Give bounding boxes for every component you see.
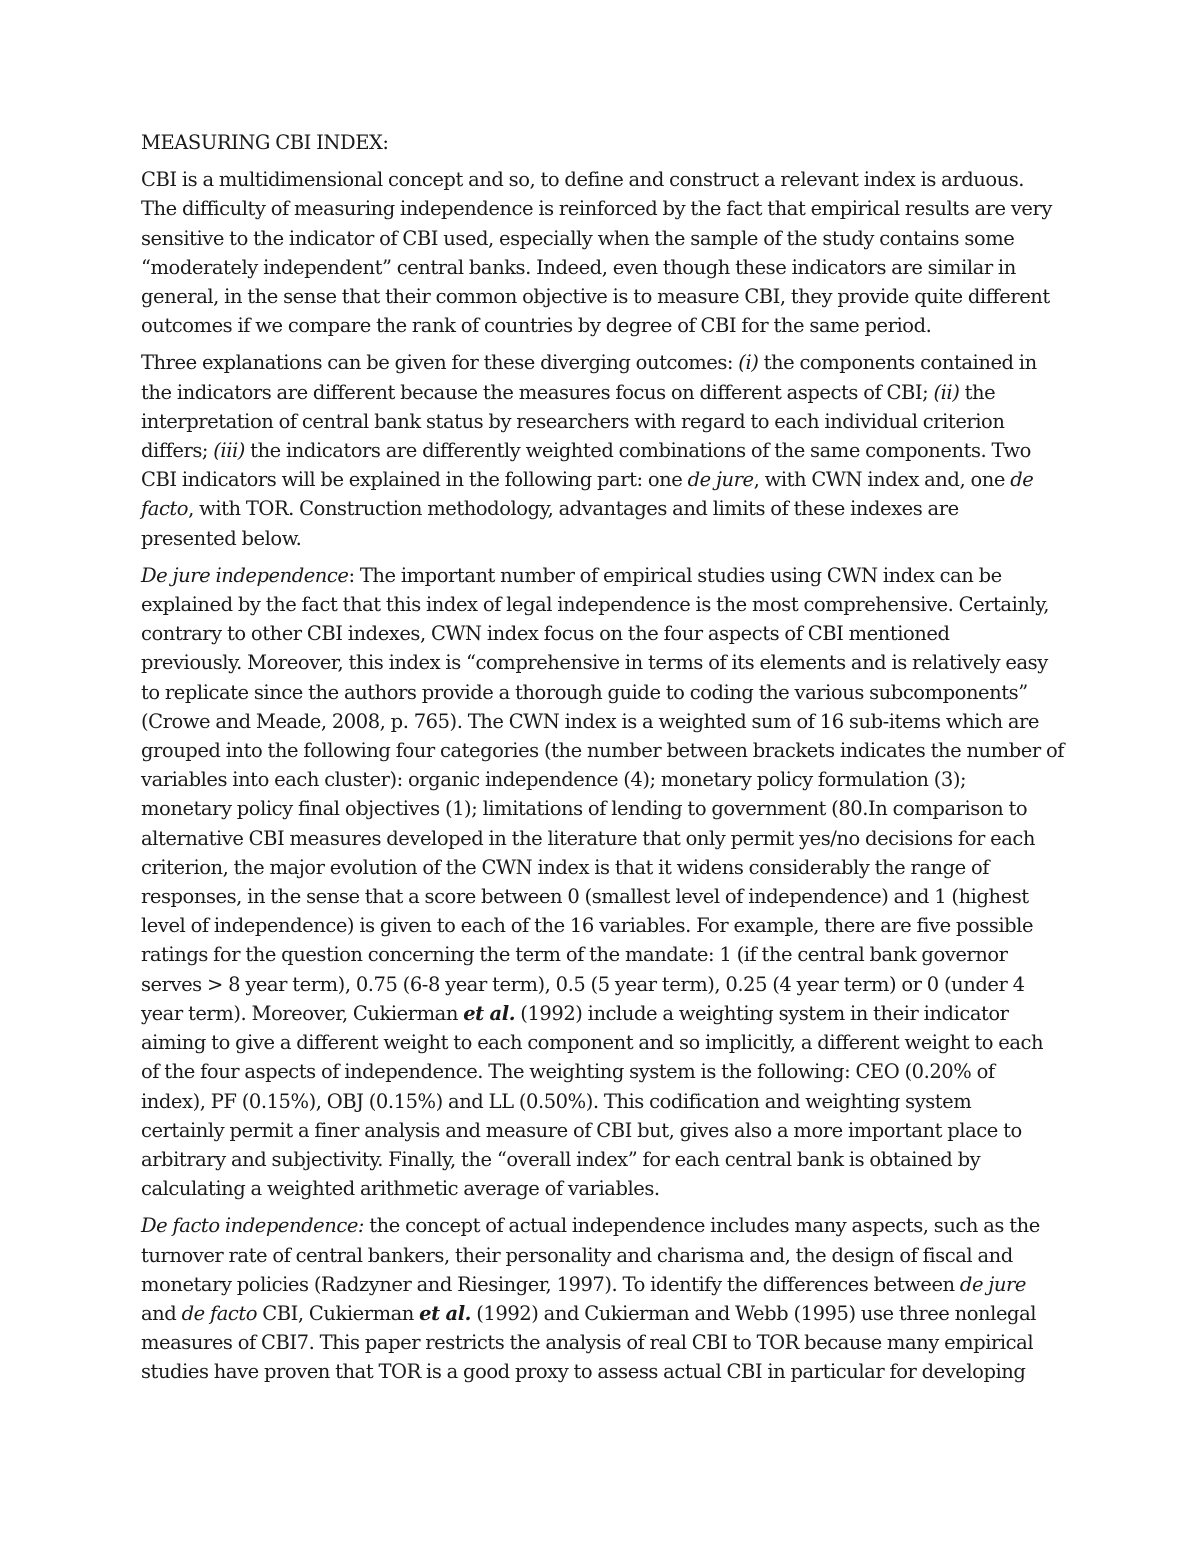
text-line: Three explanations can be given for these diverging outcomes: (i) the components contained in: [141, 351, 1037, 375]
text-line: grouped into the following four categories (the number between brackets indicates the number of: [141, 739, 1064, 763]
text-line: year term). Moreover, Cukierman et al. (1992) include a weighting system in their indicator: [141, 1001, 1009, 1025]
text-line: previously. Moreover, this index is “comprehensive in terms of its elements and is relatively easy: [141, 651, 1048, 675]
document-heading: MEASURING CBI INDEX:: [141, 131, 389, 154]
text-line: arbitrary and subjectivity. Finally, the “overall index” for each central bank is obtained by: [141, 1147, 981, 1171]
text-line: turnover rate of central bankers, their personality and charisma and, the design of fiscal and: [141, 1243, 1013, 1267]
text-line: level of independence) is given to each of the 16 variables. For example, there are five possible: [141, 914, 1034, 938]
section-label-de-facto: De facto independence:: [141, 1214, 365, 1238]
text-line: of the four aspects of independence. The weighting system is the following: CEO (0.20% of: [141, 1060, 995, 1084]
text-line: sensitive to the indicator of CBI used, especially when the sample of the study contains some: [141, 226, 1015, 250]
text-line: serves > 8 year term), 0.75 (6-8 year term), 0.5 (5 year term), 0.25 (4 year term) or 0 (under 4: [141, 972, 1025, 996]
text-line: aiming to give a different weight to each component and so implicitly, a different weight to each: [141, 1031, 1044, 1055]
text-line: CBI is a multidimensional concept and so, to define and construct a relevant index is arduous.: [141, 168, 1025, 192]
text-line: presented below.: [141, 526, 302, 550]
text-line: interpretation of central bank status by researchers with regard to each individual criterion: [141, 409, 1005, 433]
text-line: index), PF (0.15%), OBJ (0.15%) and LL (0.50%). This codification and weighting system: [141, 1089, 972, 1113]
text-line: De jure independence: The important number of empirical studies using CWN index can be: [141, 563, 1002, 587]
enum-ii: (ii): [933, 380, 960, 404]
text-line: to replicate since the authors provide a thorough guide to coding the various subcomponents”: [141, 680, 1028, 704]
text-line: studies have proven that TOR is a good proxy to assess actual CBI in particular for developing: [141, 1360, 1026, 1384]
text-line: CBI indicators will be explained in the following part: one de jure, with CWN index and, one de: [141, 468, 1034, 492]
text-line: contrary to other CBI indexes, CWN index focus on the four aspects of CBI mentioned: [141, 622, 950, 646]
text-line: outcomes if we compare the rank of countries by degree of CBI for the same period.: [141, 314, 932, 338]
text-line: and de facto CBI, Cukierman et al. (1992) and Cukierman and Webb (1995) use three nonlegal: [141, 1301, 1037, 1325]
paragraph-de-jure: [141, 561, 1064, 1203]
text-line: responses, in the sense that a score between 0 (smallest level of independence) and 1 (highest: [141, 885, 1029, 909]
text-line: ratings for the question concerning the term of the mandate: 1 (if the central bank governor: [141, 943, 1008, 967]
text-line: (Crowe and Meade, 2008, p. 765). The CWN index is a weighted sum of 16 sub-items which are: [141, 709, 1039, 733]
paragraph-explanations: [141, 348, 1061, 552]
text-line: facto, with TOR. Construction methodology, advantages and limits of these indexes are: [141, 497, 959, 521]
text-line: De facto independence: the concept of actual independence includes many aspects, such as the: [141, 1214, 1040, 1238]
enum-i: (i): [738, 351, 759, 375]
text-line: monetary policy final objectives (1); limitations of lending to government (80.In comparison to: [141, 797, 1028, 821]
paragraph-de-facto: [141, 1211, 1061, 1386]
text-line: monetary policies (Radzyner and Riesinger, 1997). To identify the differences between de jure: [141, 1272, 1026, 1296]
text-line: The difficulty of measuring independence is reinforced by the fact that empirical results are very: [141, 197, 1052, 221]
text-line: variables into each cluster): organic independence (4); monetary policy formulation (3);: [141, 768, 967, 792]
paragraph-intro: [141, 165, 1061, 340]
text-line: certainly permit a finer analysis and measure of CBI but, gives also a more important place to: [141, 1118, 1022, 1142]
text-line: explained by the fact that this index of legal independence is the most comprehensive. Certainly,: [141, 593, 1050, 617]
text-line: general, in the sense that their common objective is to measure CBI, they provide quite different: [141, 285, 1050, 309]
text-line: calculating a weighted arithmetic average of variables.: [141, 1177, 660, 1201]
text-line: measures of CBI7. This paper restricts the analysis of real CBI to TOR because many empirical: [141, 1331, 1034, 1355]
text-line: “moderately independent” central banks. Indeed, even though these indicators are similar in: [141, 255, 1016, 279]
document-page: [141, 128, 1064, 1395]
text-line: criterion, the major evolution of the CWN index is that it widens considerably the range of: [141, 855, 990, 879]
text-line: differs; (iii) the indicators are differently weighted combinations of the same components. Two: [141, 439, 1031, 463]
enum-iii: (iii): [213, 439, 245, 463]
section-label-de-jure: De jure independence: [141, 563, 349, 587]
text-line: the indicators are different because the measures focus on different aspects of CBI; (ii) the: [141, 380, 996, 404]
text-line: alternative CBI measures developed in the literature that only permit yes/no decisions for each: [141, 826, 1035, 850]
